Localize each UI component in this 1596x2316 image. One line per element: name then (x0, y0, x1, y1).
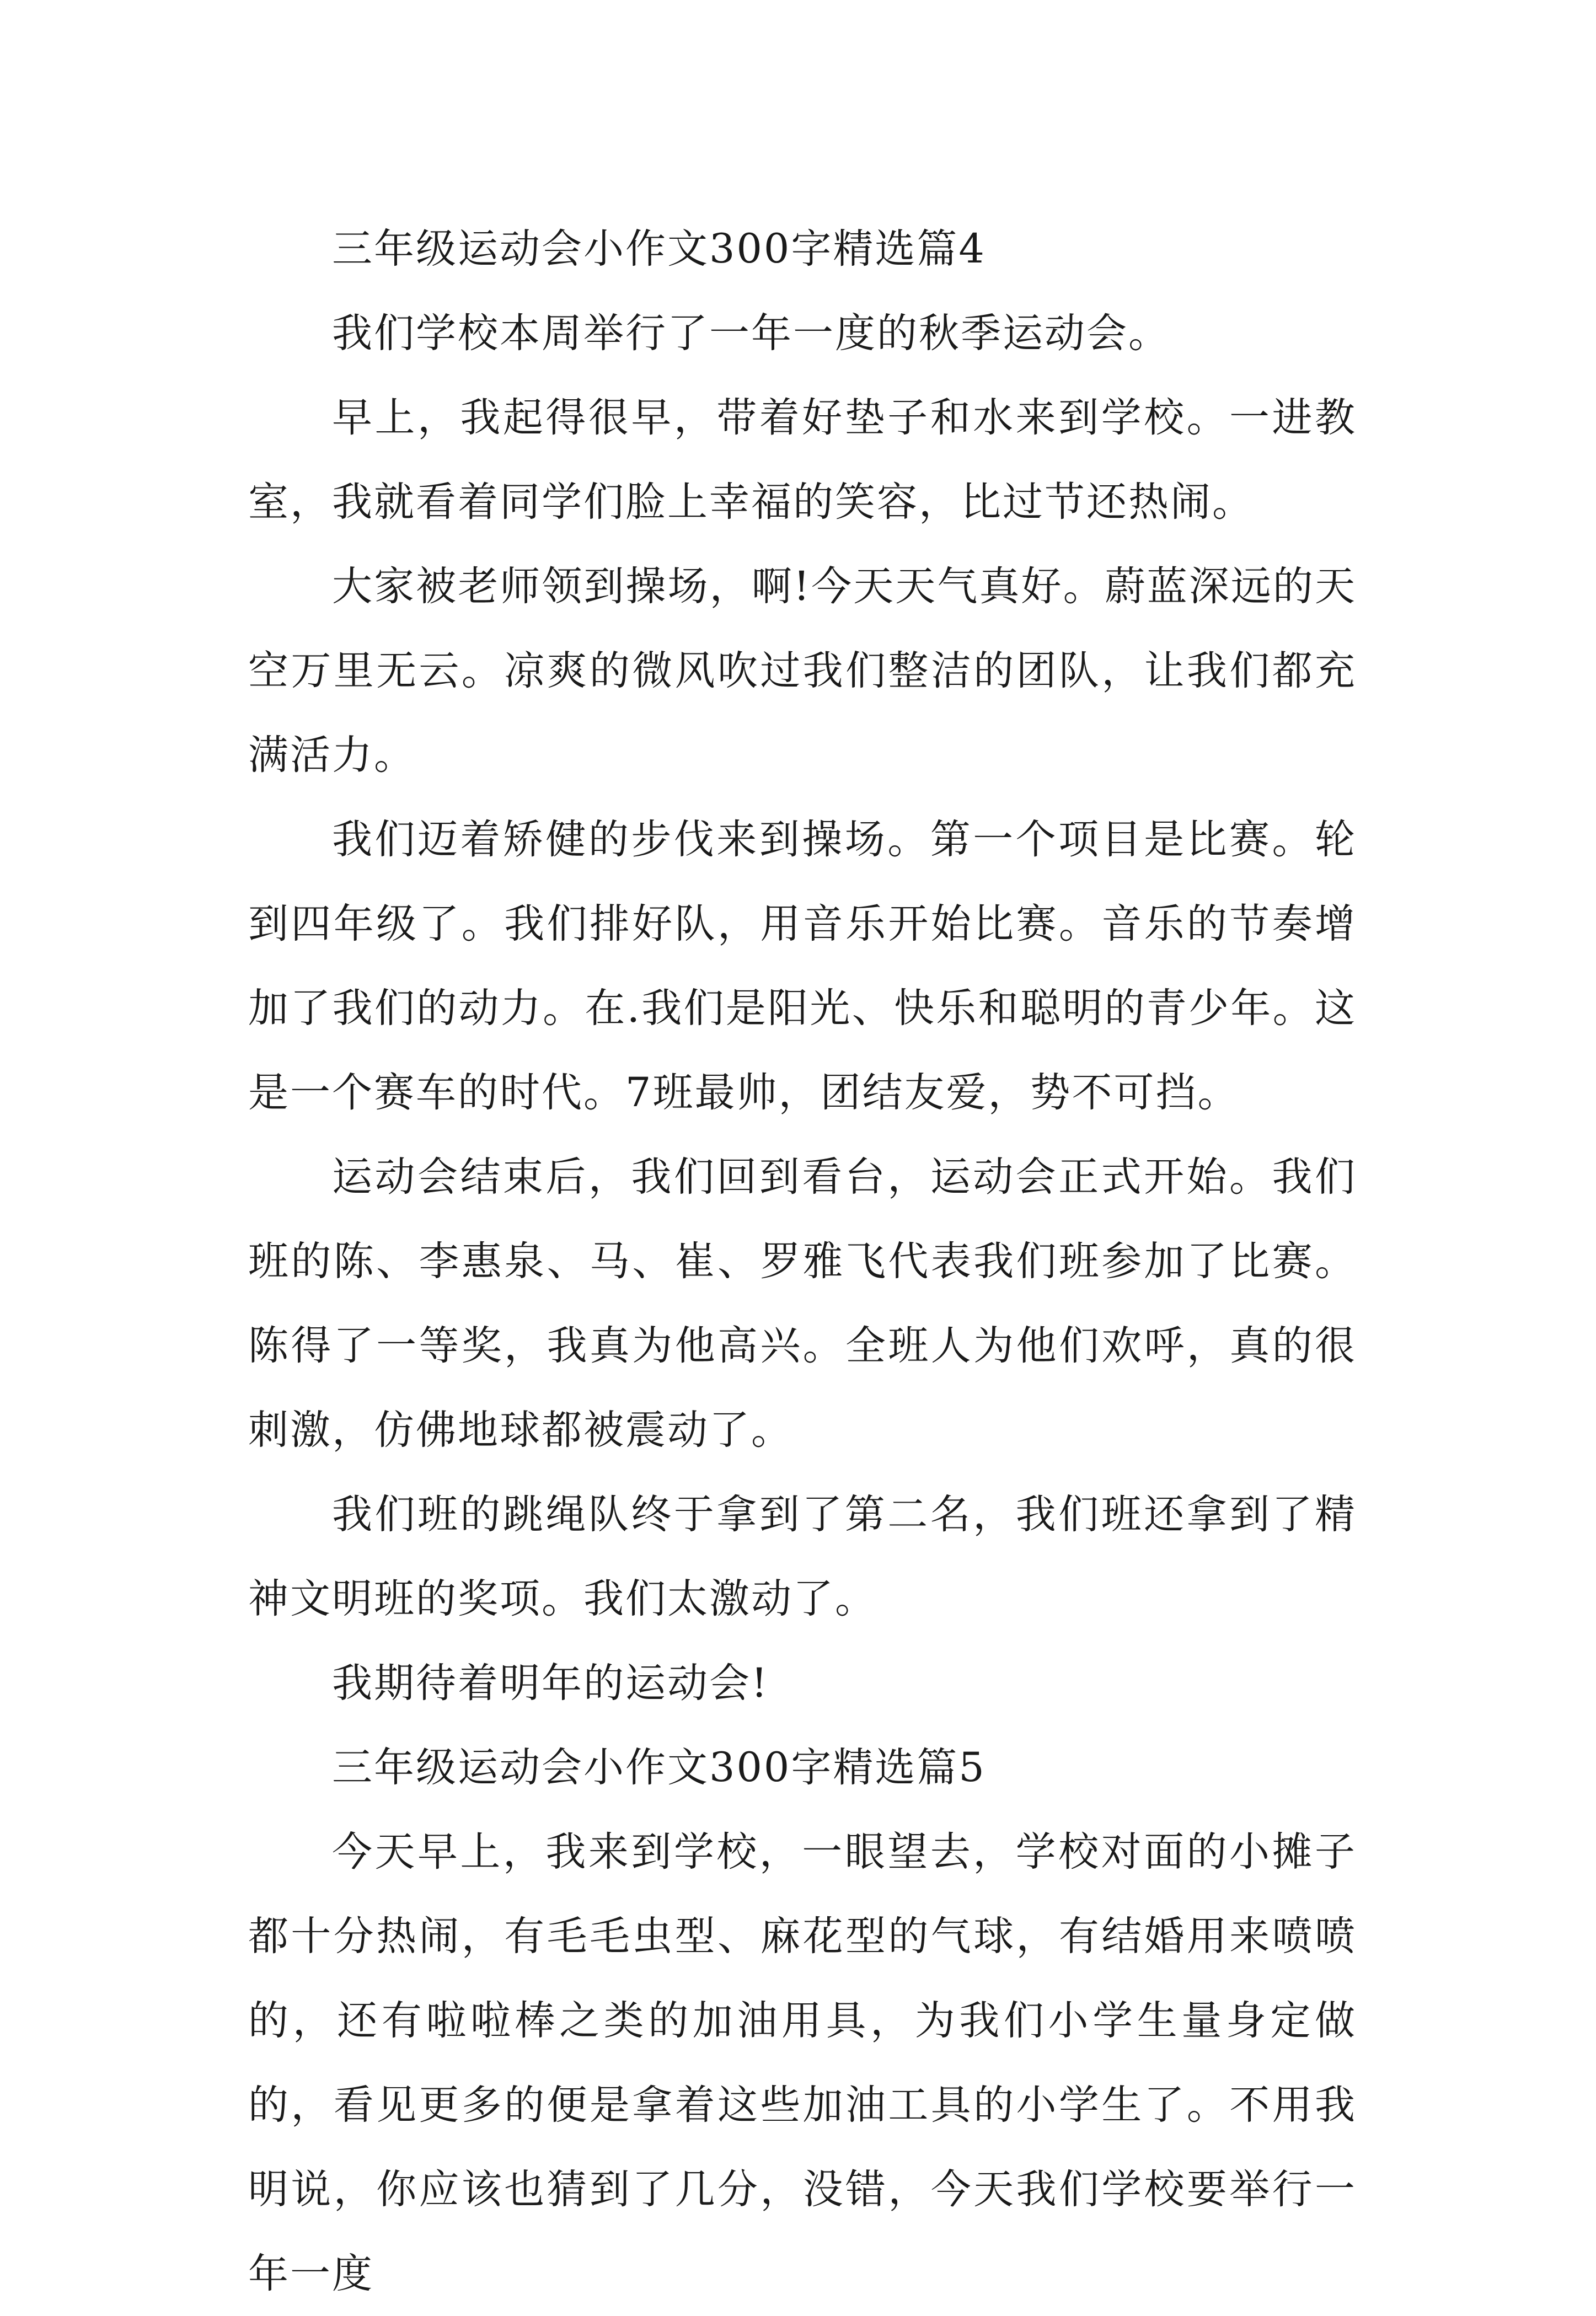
section-heading-4: 三年级运动会小作文300字精选篇4 (332, 226, 986, 272)
document-body (248, 207, 1357, 2316)
paragraph: 今天早上，我来到学校，一眼望去，学校对面的小摊子都十分热闹，有毛毛虫型、麻花型的气球，有结婚用来喷喷的，还有啦啦棒之类的加油用具，为我们小学生量身定做的，看见更多的便是拿着这些加油工具的小学生了。不用我明说，你应该也猜到了几分，没错，今天我们学校要举行一年一度 (248, 1829, 1357, 2297)
paragraph: 大家被老师领到操场，啊!今天天气真好。蔚蓝深远的天空万里无云。凉爽的微风吹过我们整洁的团队，让我们都充满活力。 (248, 563, 1357, 779)
paragraph: 我们迈着矫健的步伐来到操场。第一个项目是比赛。轮到四年级了。我们排好队，用音乐开始比赛。音乐的节奏增加了我们的动力。在.我们是阳光、快乐和聪明的青少年。这是一个赛车的时代。7班最帅，团结友爱，势不可挡。 (248, 816, 1357, 1116)
paragraph: 早上，我起得很早，带着好垫子和水来到学校。一进教室，我就看着同学们脸上幸福的笑容，比过节还热闹。 (248, 394, 1357, 526)
section-heading-5: 三年级运动会小作文300字精选篇5 (332, 1744, 986, 1791)
paragraph: 我们班的跳绳队终于拿到了第二名，我们班还拿到了精神文明班的奖项。我们太激动了。 (248, 1491, 1357, 1622)
paragraph: 我期待着明年的运动会! (332, 1660, 769, 1707)
paragraph: 运动会结束后，我们回到看台，运动会正式开始。我们班的陈、李惠泉、马、崔、罗雅飞代表我们班参加了比赛。陈得了一等奖，我真为他高兴。全班人为他们欢呼，真的很刺激，仿佛地球都被震动了。 (248, 1154, 1357, 1454)
paragraph: 我们学校本周举行了一年一度的秋季运动会。 (332, 310, 1170, 357)
